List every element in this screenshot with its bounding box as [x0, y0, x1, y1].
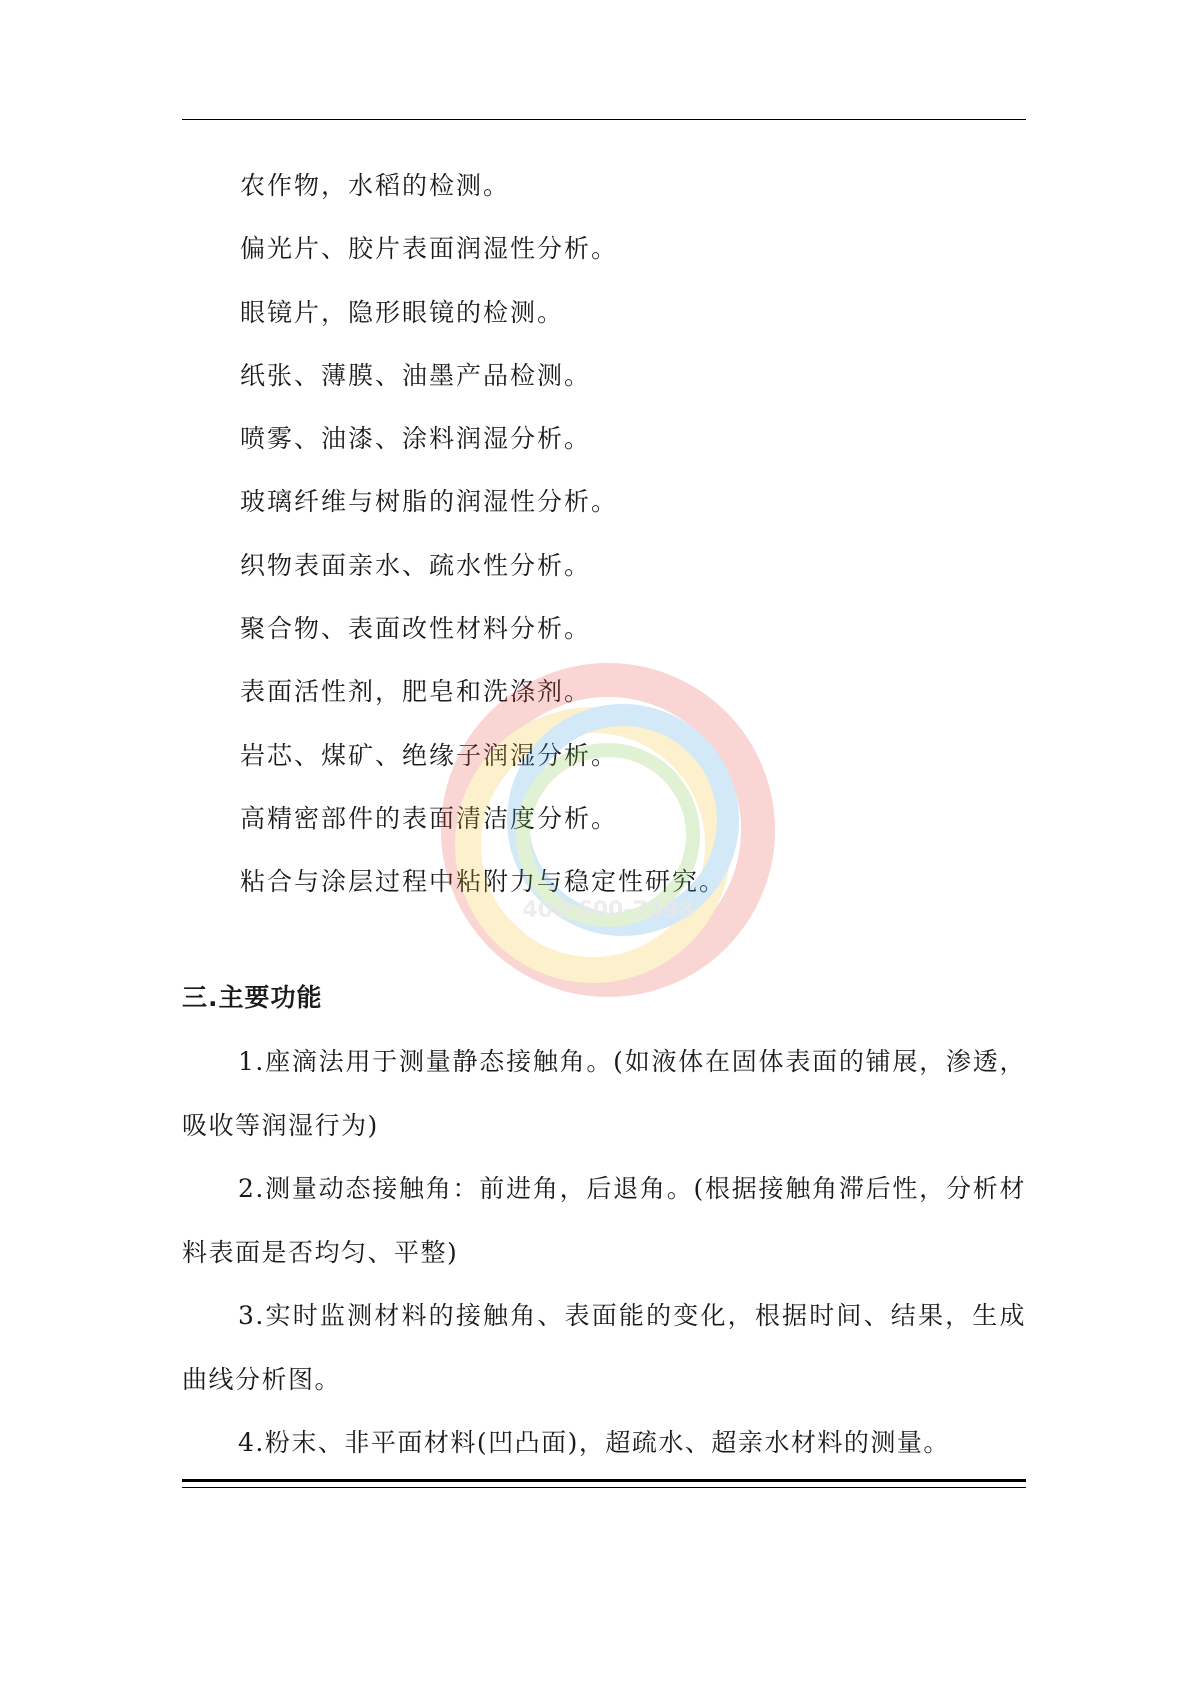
application-item: 农作物，水稻的检测。: [240, 171, 511, 200]
application-item: 喷雾、油漆、涂料润湿分析。: [240, 424, 592, 454]
application-item: 玻璃纤维与树脂的润湿性分析。: [240, 487, 619, 517]
function-item: 3.实时监测材料的接触角、表面能的变化，根据时间、结果，生成曲线分析图。: [182, 1301, 1026, 1394]
application-item: 表面活性剂，肥皂和洗涤剂。: [240, 677, 592, 707]
application-item: 聚合物、表面改性材料分析。: [240, 614, 592, 644]
watermark-phone: 400-600-7498: [522, 898, 694, 923]
function-item: 2.测量动态接触角：前进角，后退角。(根据接触角滞后性，分析材料表面是否均匀、平整): [182, 1174, 1026, 1267]
header-rule: [182, 119, 1026, 120]
application-item: 纸张、薄膜、油墨产品检测。: [240, 360, 592, 390]
application-item: 眼镜片，隐形眼镜的检测。: [240, 297, 565, 327]
function-list: [182, 1030, 1026, 1475]
application-item: 偏光片、胶片表面润湿性分析。: [240, 234, 619, 264]
application-item: 岩芯、煤矿、绝缘子润湿分析。: [240, 740, 619, 770]
application-item: 织物表面亲水、疏水性分析。: [240, 550, 592, 580]
section-heading: 三.主要功能: [182, 983, 323, 1012]
function-item: 4.粉末、非平面材料(凹凸面)，超疏水、超亲水材料的测量。: [238, 1428, 950, 1457]
footer-rule: [182, 1479, 1026, 1488]
function-item: 1.座滴法用于测量静态接触角。(如液体在固体表面的铺展，渗透，吸收等润湿行为): [182, 1047, 1026, 1140]
application-list: [240, 154, 726, 914]
application-item: 粘合与涂层过程中粘附力与稳定性研究。: [240, 867, 727, 897]
application-item: 高精密部件的表面清洁度分析。: [240, 803, 619, 833]
